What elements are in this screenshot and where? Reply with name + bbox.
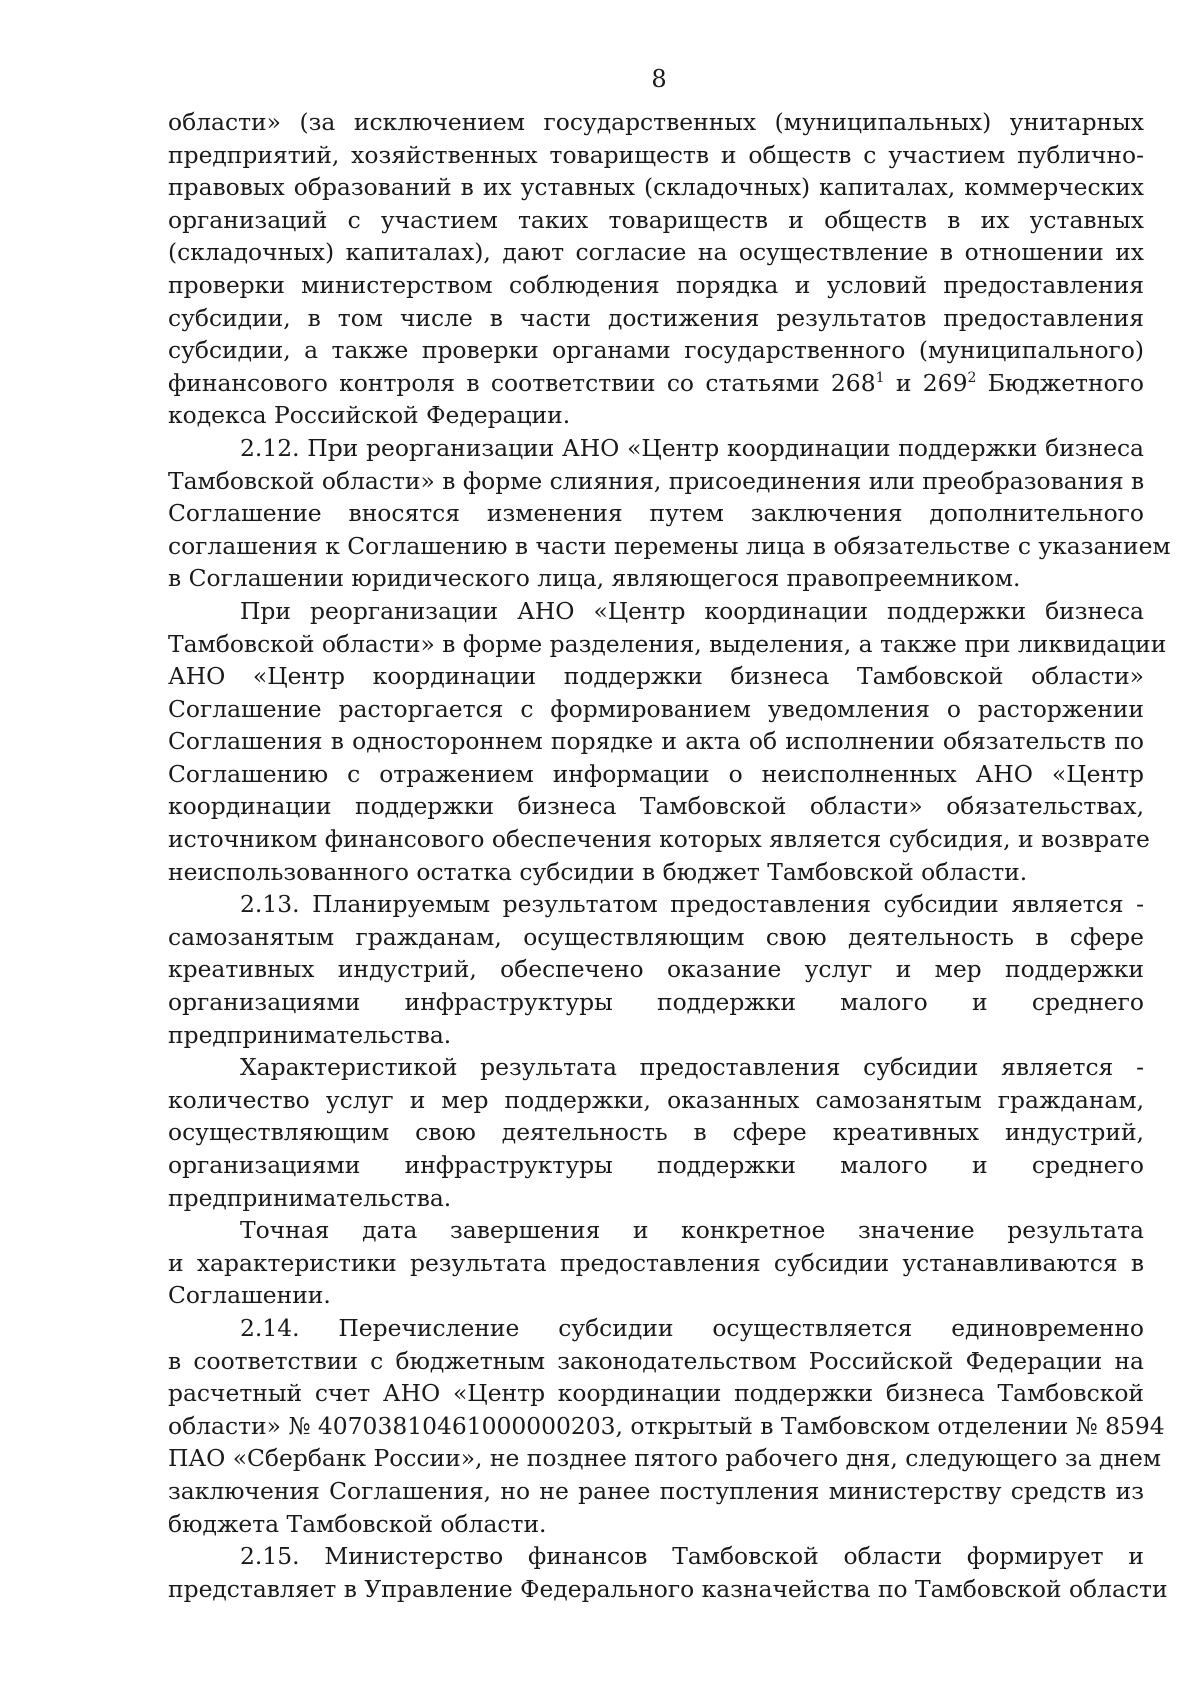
text-line: 2.15. Министерство финансов Тамбовской области формирует и [240, 1542, 1144, 1571]
text-line: координации поддержки бизнеса Тамбовской области» обязательствах, [168, 792, 1144, 821]
document-body [168, 106, 1171, 1605]
text-line: источником финансового обеспечения которых является субсидия, и возврате [168, 825, 1150, 854]
text-line: организациями инфраструктуры поддержки малого и среднего [168, 1151, 1144, 1179]
page-number: 8 [651, 65, 667, 93]
paragraph [168, 432, 1171, 595]
text-line: ПАО «Сбербанк России», не позднее пятого рабочего дня, следующего за днем [168, 1444, 1162, 1473]
paragraph [168, 1312, 1165, 1540]
text-line: предпринимательства. [168, 1183, 452, 1212]
text-line: 2.12. При реорганизации АНО «Центр координации поддержки бизнеса [240, 433, 1144, 462]
text-line: При реорганизации АНО «Центр координации поддержки бизнеса [240, 596, 1144, 625]
text-line: Соглашения в одностороннем порядке и акта об исполнении обязательств по [168, 727, 1144, 756]
text-line: Точная дата завершения и конкретное значение результата [240, 1216, 1144, 1245]
paragraph [168, 1540, 1168, 1605]
text-line: проверки министерством соблюдения порядка и условий предоставления [168, 270, 1144, 299]
text-line: Соглашение расторгается с формированием уведомления о расторжении [168, 694, 1144, 723]
text-line: организаций с участием таких товариществ и обществ в их уставных [168, 205, 1144, 234]
paragraph [168, 1214, 1144, 1312]
text-line: субсидии, а также проверки органами государственного (муниципального) [168, 336, 1144, 365]
text-line: креативных индустрий, обеспечено оказание услуг и мер поддержки [168, 955, 1144, 984]
text-line: (складочных) капиталах), дают согласие на осуществление в отношении их [168, 238, 1144, 267]
text-line: Соглашению с отражением информации о неисполненных АНО «Центр [168, 759, 1144, 788]
text-line: Соглашении. [168, 1281, 331, 1310]
text-line: осуществляющим свою деятельность в сфере креативных индустрий, [168, 1118, 1144, 1147]
text-line: предпринимательства. [168, 1020, 452, 1049]
text-line: неиспользованного остатка субсидии в бюджет Тамбовской области. [168, 857, 1028, 886]
text-line: самозанятым гражданам, осуществляющим свою деятельность в сфере [168, 922, 1144, 951]
text-line: АНО «Центр координации поддержки бизнеса Тамбовской области» [168, 662, 1144, 691]
text-line: соглашения к Соглашению в части перемены лица в обязательстве с указанием [168, 531, 1171, 560]
paragraph [168, 888, 1144, 1051]
text-line: области» № 40703810461000000203, открытый в Тамбовском отделении № 8594 [168, 1411, 1165, 1440]
paragraph [168, 595, 1167, 888]
paragraph [168, 106, 1144, 432]
text-line: организациями инфраструктуры поддержки малого и среднего [168, 988, 1144, 1017]
text-line: Соглашение вносятся изменения путем заключения дополнительного [168, 499, 1144, 528]
text-line: и характеристики результата предоставления субсидии устанавливаются в [168, 1248, 1144, 1277]
text-line: финансового контроля в соответствии со статьями $268^1$ и $269^2$ Бюджетного [168, 368, 1144, 397]
text-line: предприятий, хозяйственных товариществ и обществ с участием публично- [168, 140, 1144, 169]
text-line: кодекса Российской Федерации. [168, 401, 571, 430]
text-line: 2.14. Перечисление субсидии осуществляется единовременно [240, 1313, 1144, 1342]
text-line: правовых образований в их уставных (складочных) капиталах, коммерческих [168, 173, 1144, 202]
text-line: Характеристикой результата предоставления субсидии является - [240, 1053, 1144, 1082]
text-line: 2.13. Планируемым результатом предоставления субсидии является - [240, 890, 1144, 919]
text-line: области» (за исключением государственных (муниципальных) унитарных [168, 108, 1144, 136]
text-line: Тамбовской области» в форме слияния, присоединения или преобразования в [168, 466, 1145, 495]
text-line: в Соглашении юридического лица, являющегося правопреемником. [168, 564, 1021, 593]
text-line: субсидии, в том числе в части достижения результатов предоставления [168, 303, 1144, 332]
text-line: Тамбовской области» в форме разделения, выделения, а также при ликвидации [168, 629, 1167, 658]
text-line: заключения Соглашения, но не ранее поступления министерству средств из [168, 1476, 1144, 1505]
text-line: в соответствии с бюджетным законодательством Российской Федерации на [168, 1346, 1144, 1375]
text-line: представляет в Управление Федерального казначейства по Тамбовской области [168, 1574, 1168, 1603]
text-line: бюджета Тамбовской области. [168, 1509, 547, 1538]
text-line: расчетный счет АНО «Центр координации поддержки бизнеса Тамбовской [168, 1379, 1144, 1408]
paragraph [168, 1051, 1144, 1214]
text-line: количество услуг и мер поддержки, оказанных самозанятым гражданам, [168, 1085, 1144, 1114]
